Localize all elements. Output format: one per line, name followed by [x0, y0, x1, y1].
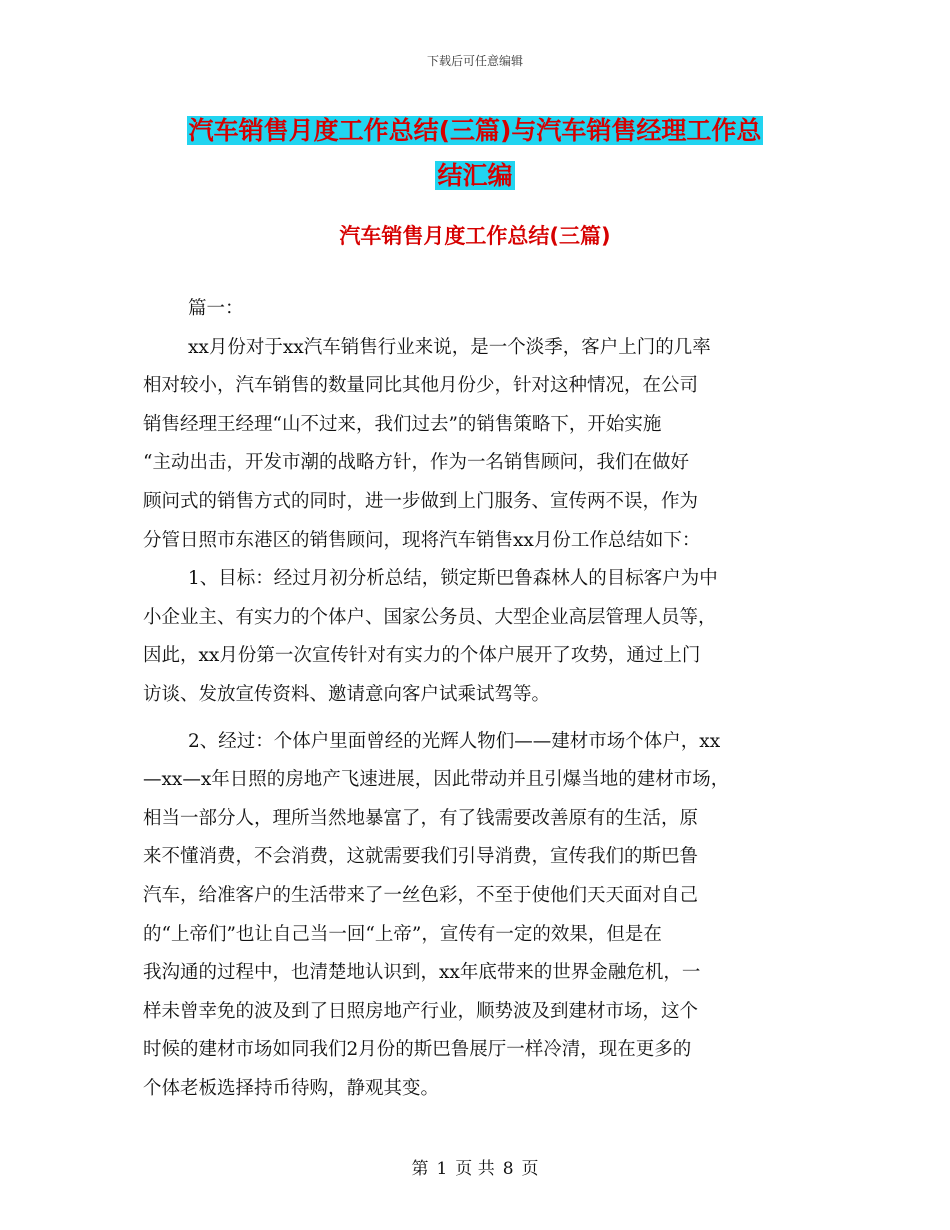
- text-line: 小企业主、有实力的个体户、国家公务员、大型企业高层管理人员等，: [143, 606, 717, 628]
- text-line: 访谈、发放宣传资料、邀请意向客户试乘试驾等。: [143, 683, 551, 705]
- page-number: 1: [436, 1159, 448, 1179]
- section-title: 汽车销售月度工作总结(三篇): [339, 224, 611, 248]
- text-line: 因此，xx月份第一次宣传针对有实力的个体户展开了攻势，通过上门: [143, 645, 701, 667]
- text-line: 时候的建材市场如同我们2月份的斯巴鲁展厅一样冷清，现在更多的: [143, 1039, 692, 1061]
- footer-middle: 页 共: [455, 1159, 495, 1179]
- text-line: 汽车，给准客户的生活带来了一丝色彩，不至于使他们天天面对自己: [143, 884, 699, 906]
- text-line: 分管日照市东港区的销售顾问，现将汽车销售xx月份工作总结如下：: [143, 529, 701, 551]
- page-footer: [0, 1154, 950, 1179]
- text-line: 的“上帝们”也让自己当一回“上帝”，宣传有一定的效果，但是在: [143, 923, 662, 945]
- header-note: 下载后可任意编辑: [426, 54, 523, 68]
- text-line: 样未曾幸免的波及到了日照房地产行业，顺势波及到建材市场，这个: [143, 1000, 699, 1022]
- text-line: 1、目标：经过月初分析总结，锁定斯巴鲁森林人的目标客户为中: [188, 568, 718, 590]
- text-line: 我沟通的过程中，也清楚地认识到，xx年底带来的世界金融危机，一: [143, 962, 701, 984]
- total-pages: 8: [502, 1159, 514, 1179]
- paragraph-gap: [143, 715, 823, 723]
- paragraph-heading: 篇一：: [188, 298, 244, 319]
- document-body: [143, 290, 823, 1108]
- text-line: 销售经理王经理“山不过来，我们过去”的销售策略下，开始实施: [143, 413, 662, 435]
- text-line: 相当一部分人，理所当然地暴富了，有了钱需要改善原有的生活，原: [143, 807, 699, 829]
- footer-prefix: 第: [411, 1159, 429, 1179]
- text-line: “主动出击，开发市潮的战略方针，作为一名销售顾问，我们在做好: [143, 452, 689, 474]
- text-line: 顾问式的销售方式的同时，进一步做到上门服务、宣传两不误，作为: [143, 490, 699, 512]
- footer-suffix: 页: [521, 1159, 539, 1179]
- text-line: 来不懂消费，不会消费，这就需要我们引导消费，宣传我们的斯巴鲁: [143, 846, 699, 868]
- text-line: —xx—x年日照的房地产飞速进展，因此带动并且引爆当地的建材市场，: [143, 769, 730, 791]
- text-line: xx月份对于xx汽车销售行业来说，是一个淡季，客户上门的几率: [188, 336, 711, 358]
- document-title: [0, 108, 950, 198]
- text-line: 2、经过：个体户里面曾经的光辉人物们——建材市场个体户，xx: [188, 730, 721, 752]
- text-line: 个体老板选择持币待购，静观其变。: [143, 1077, 440, 1099]
- title-line-2: 结汇编: [437, 161, 513, 190]
- title-line-1: 汽车销售月度工作总结(三篇)与汽车销售经理工作总: [188, 116, 762, 145]
- text-line: 相对较小，汽车销售的数量同比其他月份少，针对这种情况，在公司: [143, 375, 699, 397]
